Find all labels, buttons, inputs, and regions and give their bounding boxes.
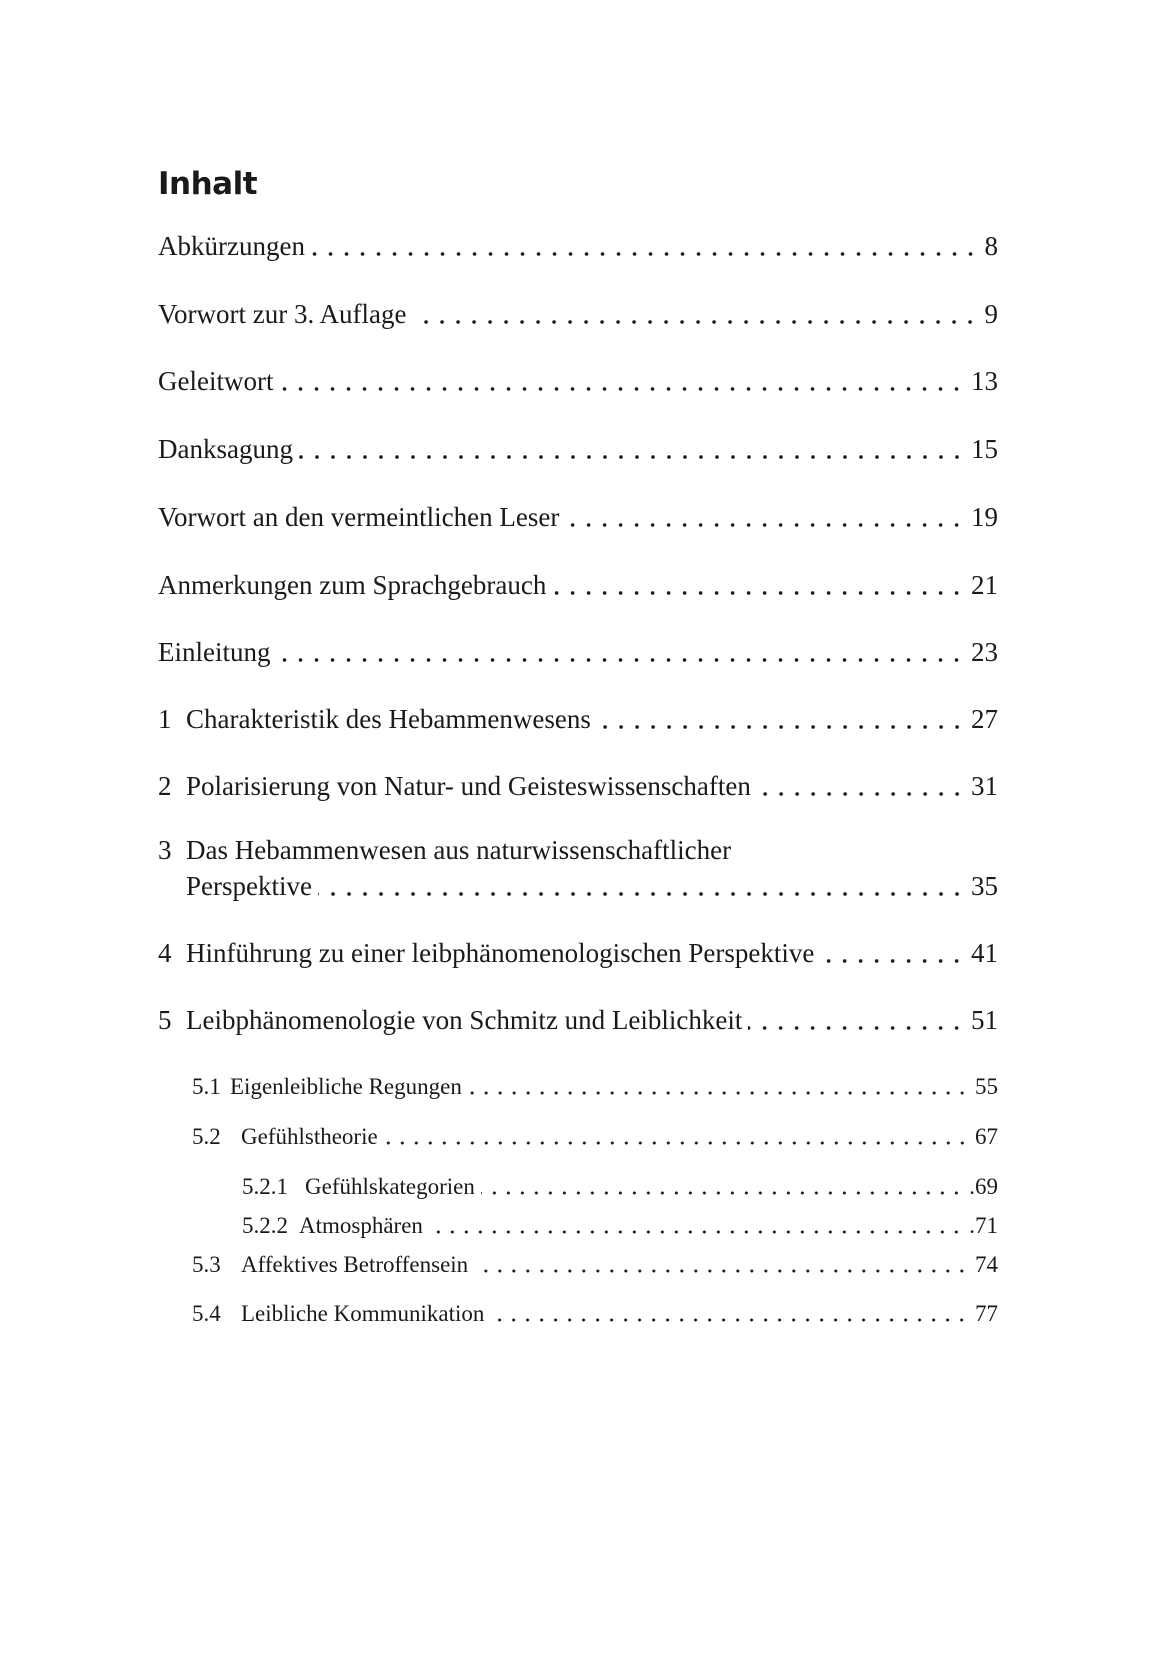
toc-page-number: 31 bbox=[971, 771, 998, 801]
toc-entry-title: Polarisierung von Natur- und Geisteswissenschaften bbox=[186, 771, 751, 801]
toc-page-number: 19 bbox=[971, 502, 998, 532]
toc-entry-title: Vorwort zur 3. Auflage bbox=[158, 299, 407, 329]
toc-entry-title: Eigenleibliche Regungen bbox=[230, 1074, 462, 1099]
dot-leader bbox=[597, 703, 965, 730]
toc-entry-chapter-5[interactable] bbox=[158, 1002, 998, 1036]
toc-entry-chapter-1[interactable] bbox=[158, 701, 998, 735]
dot-leader bbox=[299, 433, 965, 460]
toc-entry-subsection-5-2-2[interactable] bbox=[242, 1210, 998, 1239]
toc-entry-danksagung[interactable] bbox=[158, 431, 998, 465]
toc-subsection-number: 5.2.1 bbox=[242, 1174, 288, 1199]
dot-leader bbox=[311, 230, 979, 257]
toc-entry-section-5-4[interactable] bbox=[192, 1298, 998, 1327]
dot-leader bbox=[276, 636, 965, 663]
dot-leader bbox=[474, 1251, 969, 1274]
toc-entry-anmerkungen[interactable] bbox=[158, 567, 998, 601]
toc-entry-title: Gefühlskategorien bbox=[305, 1174, 475, 1199]
toc-page-number: 8 bbox=[984, 231, 998, 261]
toc-page-number: 9 bbox=[984, 299, 998, 329]
dot-leader bbox=[318, 870, 965, 897]
toc-entry-title: Anmerkungen zum Sprachgebrauch bbox=[158, 570, 547, 600]
toc-section-number: 5.2 bbox=[192, 1124, 221, 1149]
toc-page-number: 35 bbox=[971, 871, 998, 901]
toc-entry-title: Abkürzungen bbox=[158, 231, 305, 261]
toc-entry-title: Atmosphären bbox=[299, 1213, 423, 1238]
toc-entry-title: Affektives Betroffensein bbox=[241, 1252, 469, 1277]
toc-page-number: .71 bbox=[969, 1213, 998, 1238]
dot-leader bbox=[481, 1173, 963, 1196]
toc-page-number: 67 bbox=[975, 1124, 998, 1149]
dot-leader bbox=[552, 569, 965, 596]
toc-entry-chapter-2[interactable] bbox=[158, 768, 998, 802]
toc-entry-chapter-3-line2[interactable] bbox=[186, 868, 998, 902]
toc-page-number: 15 bbox=[971, 434, 998, 464]
toc-entry-einleitung[interactable] bbox=[158, 634, 998, 668]
dot-leader bbox=[429, 1212, 963, 1235]
toc-entry-title: Gefühlstheorie bbox=[241, 1124, 378, 1149]
toc-entry-section-5-2[interactable] bbox=[192, 1121, 998, 1150]
toc-chapter-number: 1 bbox=[158, 704, 172, 734]
toc-page-number: 74 bbox=[975, 1252, 998, 1277]
toc-page-number: 27 bbox=[971, 704, 998, 734]
dot-leader bbox=[279, 365, 965, 392]
toc-chapter-number: 3 bbox=[158, 835, 172, 865]
toc-entry-subsection-5-2-1[interactable] bbox=[242, 1171, 998, 1200]
dot-leader bbox=[490, 1300, 969, 1323]
toc-page-number: 55 bbox=[975, 1074, 998, 1099]
toc-entry-title: Danksagung bbox=[158, 434, 293, 464]
dot-leader bbox=[468, 1073, 969, 1096]
toc-entry-title: Einleitung bbox=[158, 637, 271, 667]
toc-entry-abkuerzungen[interactable] bbox=[158, 228, 998, 262]
toc-entry-title: Leibphänomenologie von Schmitz und Leiblichkeit bbox=[186, 1005, 743, 1035]
toc-page-number: 41 bbox=[971, 938, 998, 968]
toc-page-number: 21 bbox=[971, 570, 998, 600]
dot-leader bbox=[757, 770, 965, 797]
toc-entry-title: Hinführung zu einer leibphänomenologischen Perspektive bbox=[186, 938, 815, 968]
toc-entry-title-continued: Perspektive bbox=[186, 871, 312, 901]
toc-entry-chapter-4[interactable] bbox=[158, 935, 998, 969]
toc-page-number: 77 bbox=[975, 1301, 998, 1326]
toc-entry-title: Geleitwort bbox=[158, 366, 274, 396]
dot-leader bbox=[820, 937, 965, 964]
toc-entry-title: Das Hebammenwesen aus naturwissenschaftlicher bbox=[186, 835, 732, 865]
toc-page-number: 13 bbox=[971, 366, 998, 396]
dot-leader bbox=[565, 501, 965, 528]
dot-leader bbox=[412, 298, 978, 325]
toc-section-number: 5.1 bbox=[192, 1074, 221, 1099]
toc-chapter-number: 4 bbox=[158, 938, 172, 968]
toc-entry-section-5-1[interactable] bbox=[192, 1071, 998, 1100]
toc-entry-chapter-3-line1[interactable] bbox=[158, 835, 731, 866]
toc-page-number: 23 bbox=[971, 637, 998, 667]
toc-entry-section-5-3[interactable] bbox=[192, 1249, 998, 1278]
dot-leader bbox=[748, 1004, 965, 1031]
toc-subsection-number: 5.2.2 bbox=[242, 1213, 288, 1238]
toc-chapter-number: 5 bbox=[158, 1005, 172, 1035]
toc-entry-vorwort-3-auflage[interactable] bbox=[158, 296, 998, 330]
toc-page-number: .69 bbox=[969, 1174, 998, 1199]
dot-leader bbox=[384, 1123, 969, 1146]
page-title: Inhalt bbox=[158, 166, 258, 202]
toc-entry-title: Vorwort an den vermeintlichen Leser bbox=[158, 502, 560, 532]
toc-entry-title: Charakteristik des Hebammenwesens bbox=[186, 704, 591, 734]
toc-page-number: 51 bbox=[971, 1005, 998, 1035]
toc-entry-vorwort-leser[interactable] bbox=[158, 499, 998, 533]
toc-chapter-number: 2 bbox=[158, 771, 172, 801]
toc-section-number: 5.4 bbox=[192, 1301, 221, 1326]
toc-entry-geleitwort[interactable] bbox=[158, 363, 998, 397]
toc-section-number: 5.3 bbox=[192, 1252, 221, 1277]
toc-entry-title: Leibliche Kommunikation bbox=[241, 1301, 485, 1326]
